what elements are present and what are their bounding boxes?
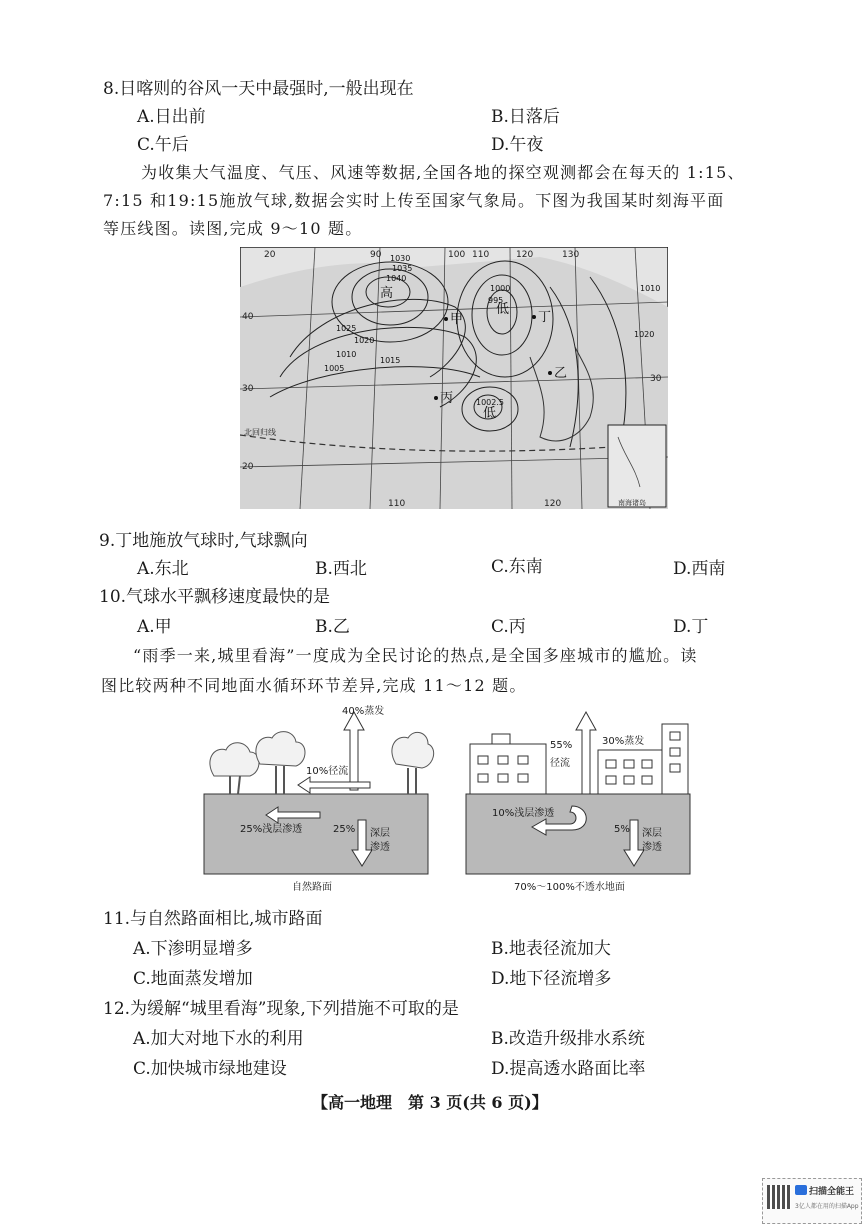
natural-shallow-label: 25%浅层渗透 — [240, 824, 303, 835]
natural-surface-diagram — [200, 700, 440, 896]
qr-code-icon — [767, 1185, 791, 1209]
isobar-value: 1000 — [490, 284, 511, 293]
isobar-map-svg — [240, 247, 668, 509]
lat-label: 30 — [242, 384, 254, 394]
q11-stem: 11.与自然路面相比,城市路面 — [103, 909, 323, 929]
urban-deep-label-1: 深层 — [642, 828, 662, 839]
q8-option-a: A.日出前 — [137, 107, 206, 127]
intro2-line1: “雨季一来,城里看海”一度成为全民讨论的热点,是全国多座城市的尴尬。读 — [133, 646, 698, 665]
urban-surface-diagram — [462, 700, 702, 896]
urban-deep-pct: 5% — [614, 824, 630, 835]
isobar-value: 1020 — [634, 330, 655, 339]
urban-surface-svg — [462, 700, 702, 896]
lon-label: 100 — [448, 250, 466, 260]
intro2-line2: 图比较两种不同地面水循环环节差异,完成 11～12 题。 — [101, 676, 527, 695]
q12-stem: 12.为缓解“城里看海”现象,下列措施不可取的是 — [103, 999, 459, 1019]
q11-option-c: C.地面蒸发增加 — [133, 969, 253, 989]
inset-label: 南海诸岛 — [618, 499, 646, 507]
lat-label: 40 — [242, 312, 254, 322]
q11-option-d: D.地下径流增多 — [491, 969, 612, 989]
q8-stem: 8.日喀则的谷风一天中最强时,一般出现在 — [103, 79, 414, 99]
lon-label: 120 — [516, 250, 534, 260]
isobar-map — [240, 247, 668, 509]
q12-option-d: D.提高透水路面比率 — [491, 1059, 646, 1079]
isobar-value: 1025 — [336, 324, 357, 333]
natural-caption: 自然路面 — [292, 882, 332, 893]
isobar-value: 1030 — [390, 254, 411, 263]
natural-deep-label-1: 深层 — [370, 828, 390, 839]
lon-label: 110 — [388, 499, 406, 509]
q12-option-b: B.改造升级排水系统 — [491, 1029, 645, 1049]
lon-label: 130 — [562, 250, 580, 260]
natural-deep-pct: 25% — [333, 824, 356, 835]
q10-option-d: D.丁 — [673, 617, 709, 637]
q8-option-b: B.日落后 — [491, 107, 560, 127]
q11-option-b: B.地表径流加大 — [491, 939, 611, 959]
urban-runoff-pct: 55% — [550, 740, 573, 751]
q9-stem: 9.丁地施放气球时,气球飘向 — [99, 531, 308, 551]
natural-deep-label-2: 渗透 — [370, 842, 390, 853]
isobar-value: 1035 — [392, 264, 413, 273]
q10-stem: 10.气球水平飘移速度最快的是 — [99, 587, 331, 607]
app-logo-icon — [795, 1185, 807, 1195]
place-ding: 丁 — [538, 310, 552, 325]
low-pressure-label: 低 — [496, 302, 510, 317]
high-pressure-label: 高 — [380, 286, 394, 301]
isobar-value: 1002.5 — [476, 398, 504, 407]
scanner-subtitle: 3亿人都在用的扫描App — [795, 1203, 859, 1210]
place-yi: 乙 — [554, 366, 568, 381]
urban-deep-label-2: 渗透 — [642, 842, 662, 853]
urban-evap-label: 30%蒸发 — [602, 736, 645, 747]
tropic-label: 北回归线 — [244, 428, 276, 437]
natural-runoff-label: 10%径流 — [306, 766, 349, 777]
q11-option-a: A.下渗明显增多 — [133, 939, 253, 959]
isobar-value: 995 — [488, 296, 504, 305]
intro1-line3: 等压线图。读图,完成 9～10 题。 — [103, 219, 363, 238]
scanner-brand: 扫描全能王 — [809, 1187, 855, 1197]
q10-option-c: C.丙 — [491, 617, 526, 637]
intro1-line2: 7:15 和19:15施放气球,数据会实时上传至国家气象局。下图为我国某时刻海平面 — [103, 191, 725, 210]
natural-surface-svg — [200, 700, 440, 896]
isobar-value: 1010 — [336, 350, 357, 359]
isobar-value: 1020 — [354, 336, 375, 345]
isobar-value: 1040 — [386, 274, 407, 283]
q8-option-d: D.午夜 — [491, 135, 544, 155]
lon-label: 110 — [472, 250, 490, 260]
q9-option-d: D.西南 — [673, 559, 726, 579]
q10-option-a: A.甲 — [137, 617, 172, 637]
q9-option-c: C.东南 — [491, 557, 543, 577]
natural-evap-label: 40%蒸发 — [342, 706, 385, 717]
urban-caption: 70%～100%不透水地面 — [514, 882, 625, 893]
lon-label: 120 — [544, 499, 562, 509]
place-jia: 甲 — [450, 312, 464, 327]
urban-shallow-label: 10%浅层渗透 — [492, 808, 555, 819]
isobar-value: 1015 — [380, 356, 401, 365]
isobar-value: 1010 — [640, 284, 661, 293]
lon-label: 90 — [370, 250, 382, 260]
place-bing: 丙 — [440, 391, 454, 406]
low-pressure-label: 低 — [483, 406, 497, 421]
q9-option-a: A.东北 — [137, 559, 189, 579]
scanner-watermark — [762, 1178, 862, 1224]
q8-option-c: C.午后 — [137, 135, 189, 155]
q12-option-a: A.加大对地下水的利用 — [133, 1029, 304, 1049]
q9-option-b: B.西北 — [315, 559, 367, 579]
q10-option-b: B.乙 — [315, 617, 350, 637]
page-footer: 【高一地理 第 3 页(共 6 页)】 — [312, 1093, 548, 1112]
lat-label: 20 — [242, 462, 254, 472]
lat-label: 30 — [650, 374, 662, 384]
urban-runoff-label: 径流 — [550, 758, 570, 769]
intro1-line1: 为收集大气温度、气压、风速等数据,全国各地的探空观测都会在每天的 1:15、 — [141, 163, 745, 182]
isobar-value: 1005 — [324, 364, 345, 373]
q12-option-c: C.加快城市绿地建设 — [133, 1059, 287, 1079]
lon-label: 20 — [264, 250, 276, 260]
